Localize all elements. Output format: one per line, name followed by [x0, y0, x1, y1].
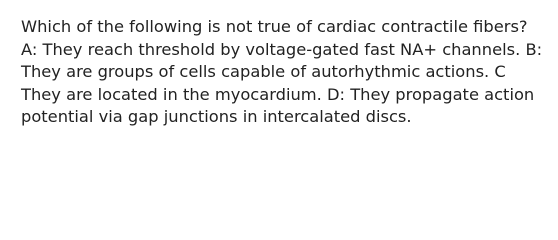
- question-text: Which of the following is not true of cardiac contractile fibers? A: They reach threshold by voltage-gated fast NA+ channels. B: They are groups of cells capable of autorhythmic actions. C They are located in the myocardium. D: They propagate action potential via gap junctions in intercalated discs.: [21, 17, 543, 126]
- question-block: [21, 16, 549, 129]
